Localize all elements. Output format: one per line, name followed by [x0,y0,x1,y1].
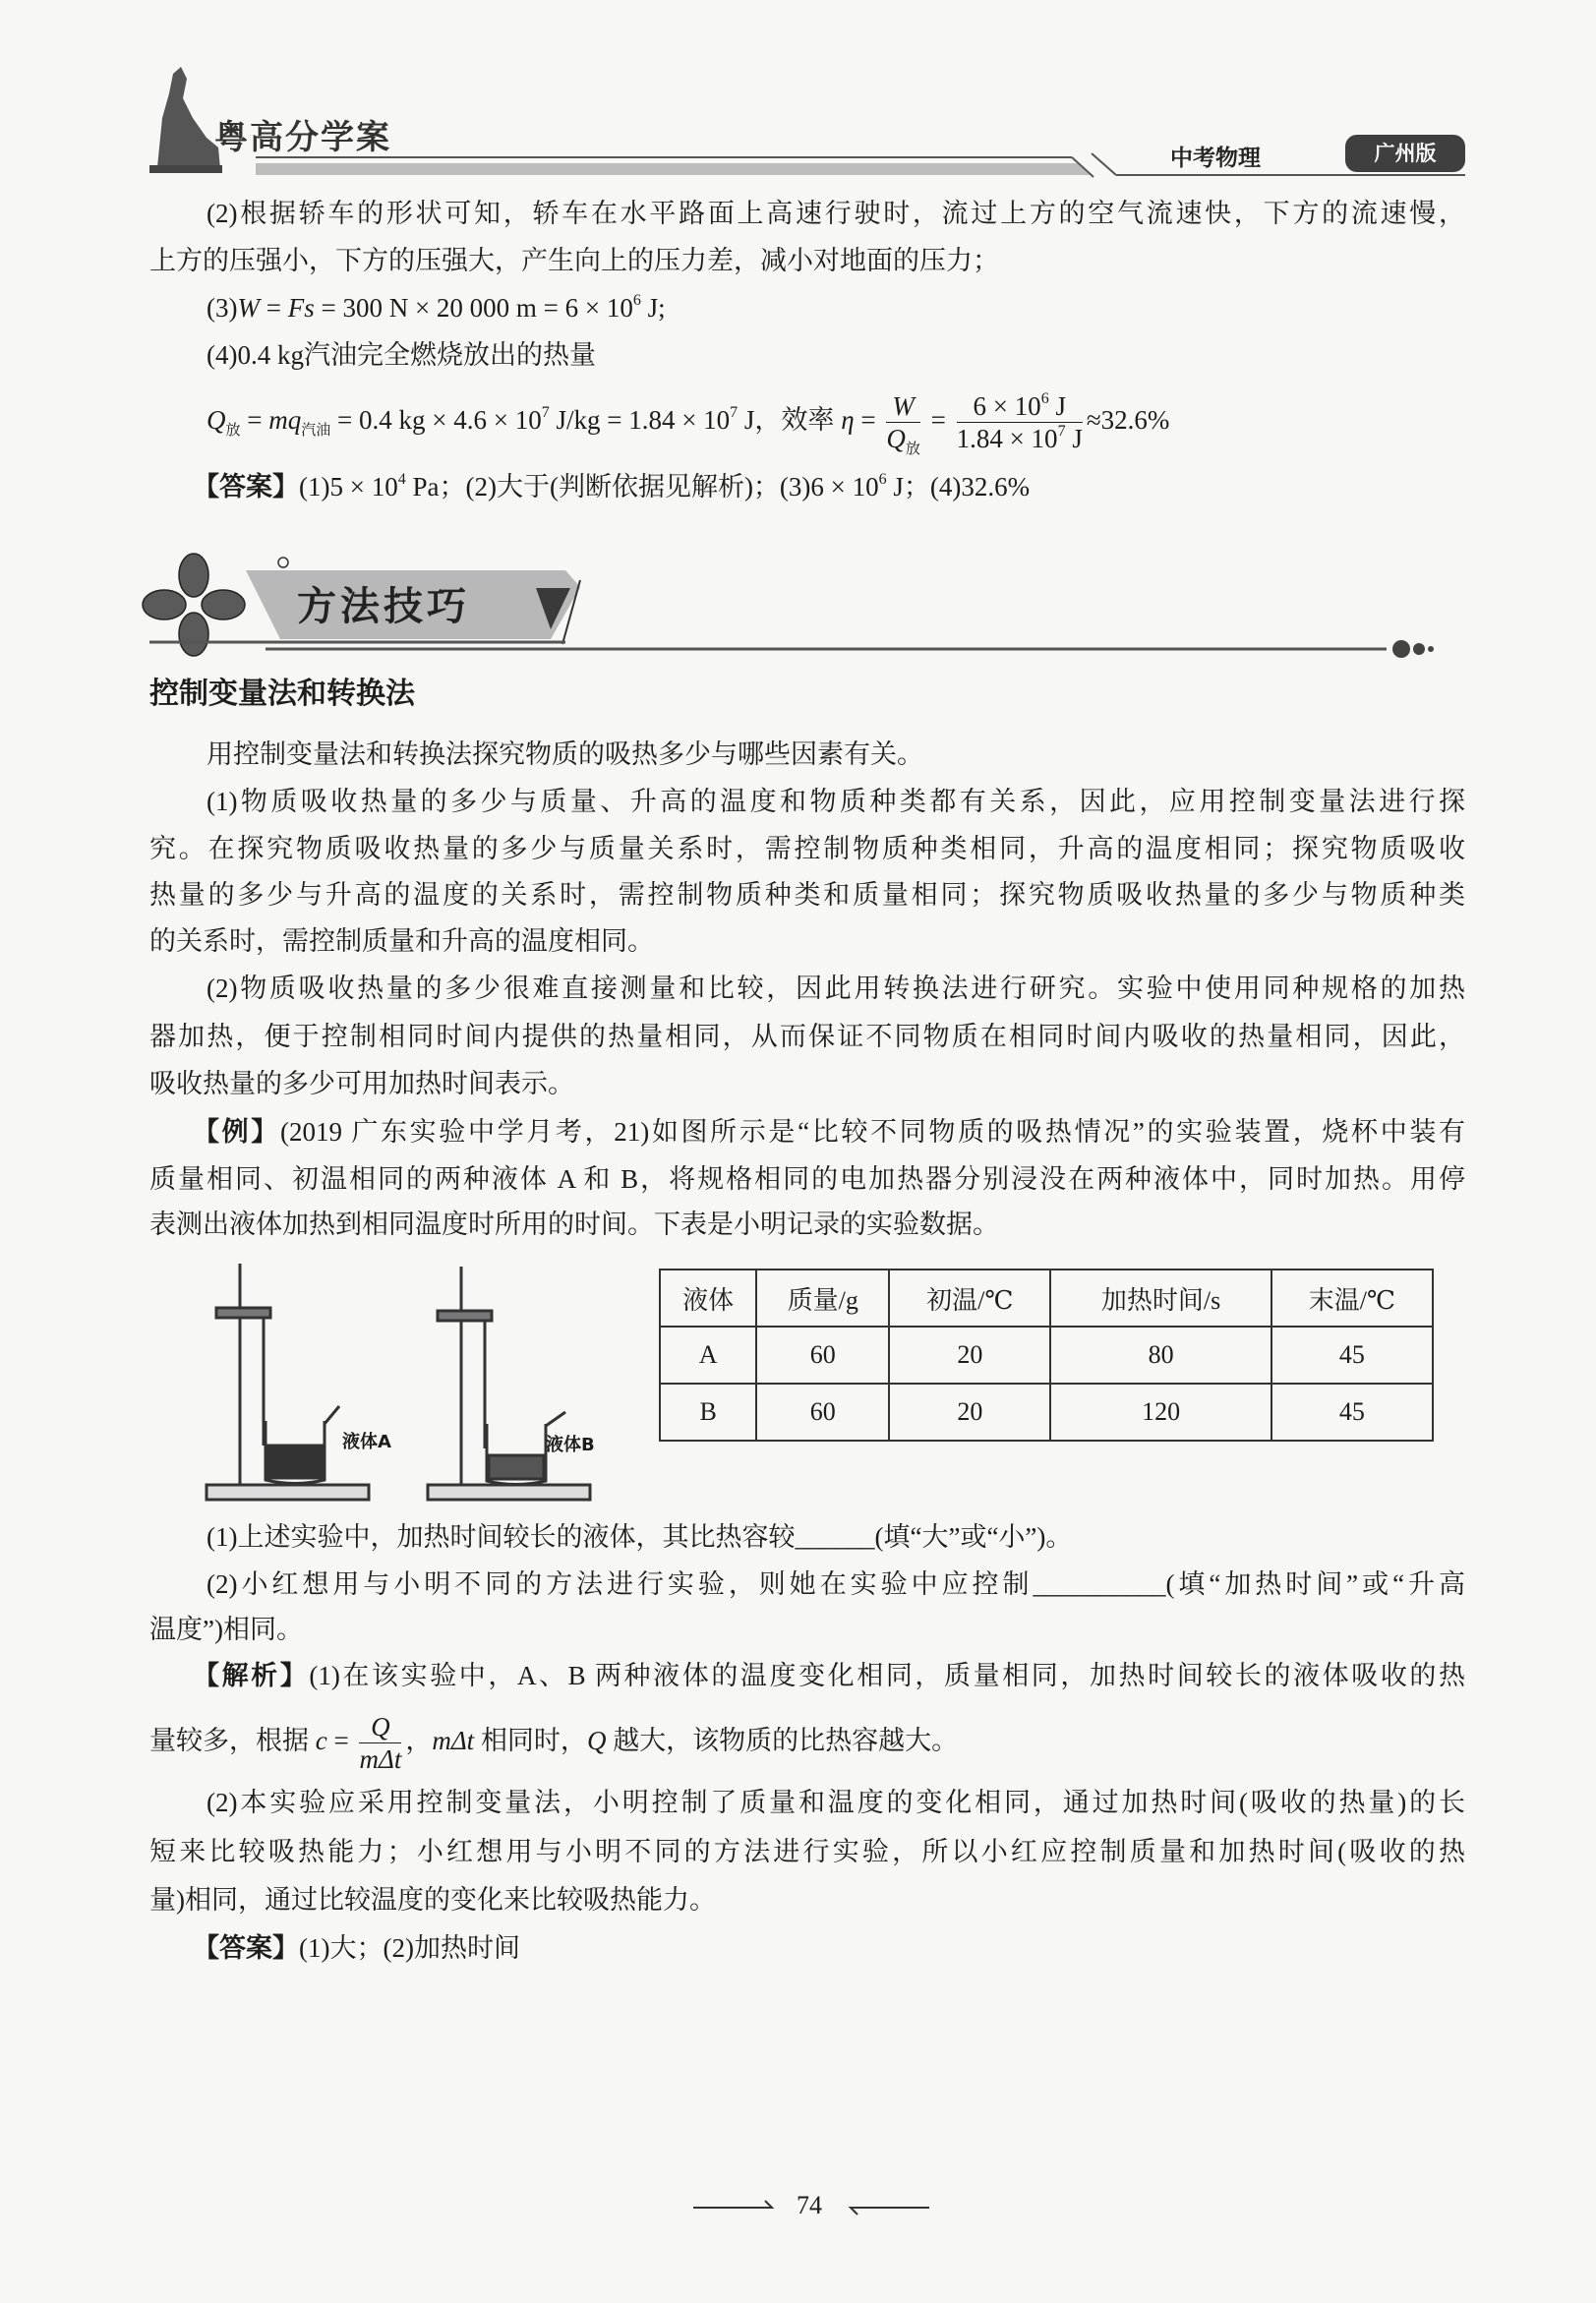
book-title: 粤高分学案 [214,118,391,157]
fraction: $\frac{6 \times 10^6 J}{1.84 \times 10^7 J}$ [956,390,1083,454]
table-header: 加热时间/s [1050,1270,1271,1327]
page-number: 74 [797,2191,822,2219]
table-cell: 45 [1271,1384,1433,1441]
fraction: $\frac{Q}{\text{mΔt}}$ [359,1712,402,1775]
method-heading: 控制变量法和转换法 [149,677,415,711]
paragraph-line: 究。在探究物质吸收热量的多少与质量关系时，需控制物质种类相同，升高的温度相同；探究物质吸收 [149,834,1465,863]
table-cell: 60 [756,1327,889,1384]
paragraph-line: (1)物质吸收热量的多少与质量、升高的温度和物质种类都有关系，因此，应用控制变量法进行探 [207,787,1465,816]
example-line: 表测出液体加热到相同温度时所用的时间。下表是小明记录的实验数据。 [149,1210,999,1239]
table-cell: 20 [889,1327,1050,1384]
paragraph-line: 用控制变量法和转换法探究物质的吸热多少与哪些因素有关。 [207,739,923,769]
table-header: 末温/℃ [1271,1270,1433,1327]
table-cell: 20 [889,1384,1050,1441]
solution-line: (4)0.4 kg汽油完全燃烧放出的热量 [207,340,596,370]
table-header: 质量/g [756,1270,889,1327]
table-cell: 80 [1050,1327,1271,1384]
solution-line: 上方的压强小，下方的压强大，产生向上的压力差，减小对地面的压力； [149,246,999,275]
question-1: (1)上述实验中，加热时间较长的液体，其比热容较______(填“大”或“小”)。 [207,1522,1073,1552]
section-banner-title: 方法技巧 [297,584,470,629]
analysis-line: 短来比较吸热能力；小红想用与小明不同的方法进行实验，所以小红应控制质量和加热时间(吸收的热 [149,1837,1465,1866]
table-row [660,1384,1433,1441]
paragraph-line: 热量的多少与升高的温度的关系时，需控制物质种类和质量相同；探究物质吸收热量的多少与物质种类 [149,880,1465,910]
table-cell: A [660,1327,756,1384]
ram-statue-logo-icon [149,67,222,173]
clover-icon [143,554,245,656]
solution-line-3: (3)W = Fs = 300 N × 20 000 $m = 6 \times 10^6$ J; [207,292,666,323]
analysis-line: 【解析】(1)在该实验中，A、B 两种液体的温度变化相同，质量相同，加热时间较长的液体吸收的热 [193,1661,1465,1691]
table-row [660,1327,1433,1384]
table-header-row [660,1270,1433,1327]
liquid-b-label: 液体B [546,1435,595,1455]
table-cell: 120 [1050,1384,1271,1441]
analysis-line-formula: 量较多，根据 c = $\frac{Q}{\text{mΔt}}$ ，mΔt 相同时，Q 越大，该物质的比热容越大。 [149,1712,959,1775]
analysis-line: 量)相同，通过比较温度的变化来比较吸热能力。 [149,1885,716,1915]
example-line: 【例】(2019 广东实验中学月考，21)如图所示是“比较不同物质的吸热情况”的实验装置，烧杯中装有 [193,1117,1465,1148]
table-cell: 60 [756,1384,889,1441]
stand-b [428,1267,590,1500]
edition-badge: 广州版 [1345,135,1465,172]
table-header: 初温/℃ [889,1270,1050,1327]
question-2: (2)小红想用与小明不同的方法进行实验，则她在实验中应控制__________(填“加热时间”或“升高 [207,1569,1465,1599]
solution-line: (2)根据轿车的形状可知，轿车在水平路面上高速行驶时，流过上方的空气流速快，下方的流速慢， [207,199,1465,228]
paragraph-line: (2)物质吸收热量的多少很难直接测量和比较，因此用转换法进行研究。实验中使用同种规格的加热 [207,974,1465,1003]
experiment-data-table [659,1269,1434,1442]
paragraph-line: 吸收热量的多少可用加热时间表示。 [149,1069,574,1098]
experiment-apparatus-figure [197,1259,620,1505]
example-line: 质量相同、初温相同的两种液体 A 和 B，将规格相同的电加热器分别浸没在两种液体中，同时加热。用停 [149,1164,1465,1194]
subject-label: 中考物理 [1170,146,1261,171]
analysis-line: (2)本实验应采用控制变量法，小明控制了质量和温度的变化相同，通过加热时间(吸收的热量)的长 [207,1788,1465,1817]
paragraph-line: 器加热，便于控制相同时间内提供的热量相同，从而保证不同物质在相同时间内吸收的热量相同，因此， [149,1022,1465,1051]
solution-line-5: $Q_放 = mq_{汽油} = 0.4$ kg × $4.6 \times 10^7$ $J/kg = 1.84 \times 10^7$ J，效率 η = $\frac{W}{Q_放}$ = $\frac{6 \times 10^6 J}{1.84 \times 10^7 J}$ ≈32.6% [207,390,1170,458]
stand-a [207,1264,369,1500]
table-cell: 45 [1271,1327,1433,1384]
table-header: 液体 [660,1270,756,1327]
paragraph-line: 的关系时，需控制质量和升高的温度相同。 [149,926,654,956]
question-2-cont: 温度”)相同。 [149,1615,303,1644]
final-answer: 【答案】(1)大；(2)加热时间 [193,1933,520,1964]
answer-line: 【答案】$(1)5 \times 10^4$ Pa；(2)大于(判断依据见解析)；$(3)6 \times 10^6$ J；(4)32.6% [193,471,1031,502]
table-cell: B [660,1384,756,1441]
section-banner [0,531,1596,659]
fraction: $\frac{W}{Q_放}$ [886,391,920,458]
liquid-a-label: 液体A [342,1432,391,1452]
